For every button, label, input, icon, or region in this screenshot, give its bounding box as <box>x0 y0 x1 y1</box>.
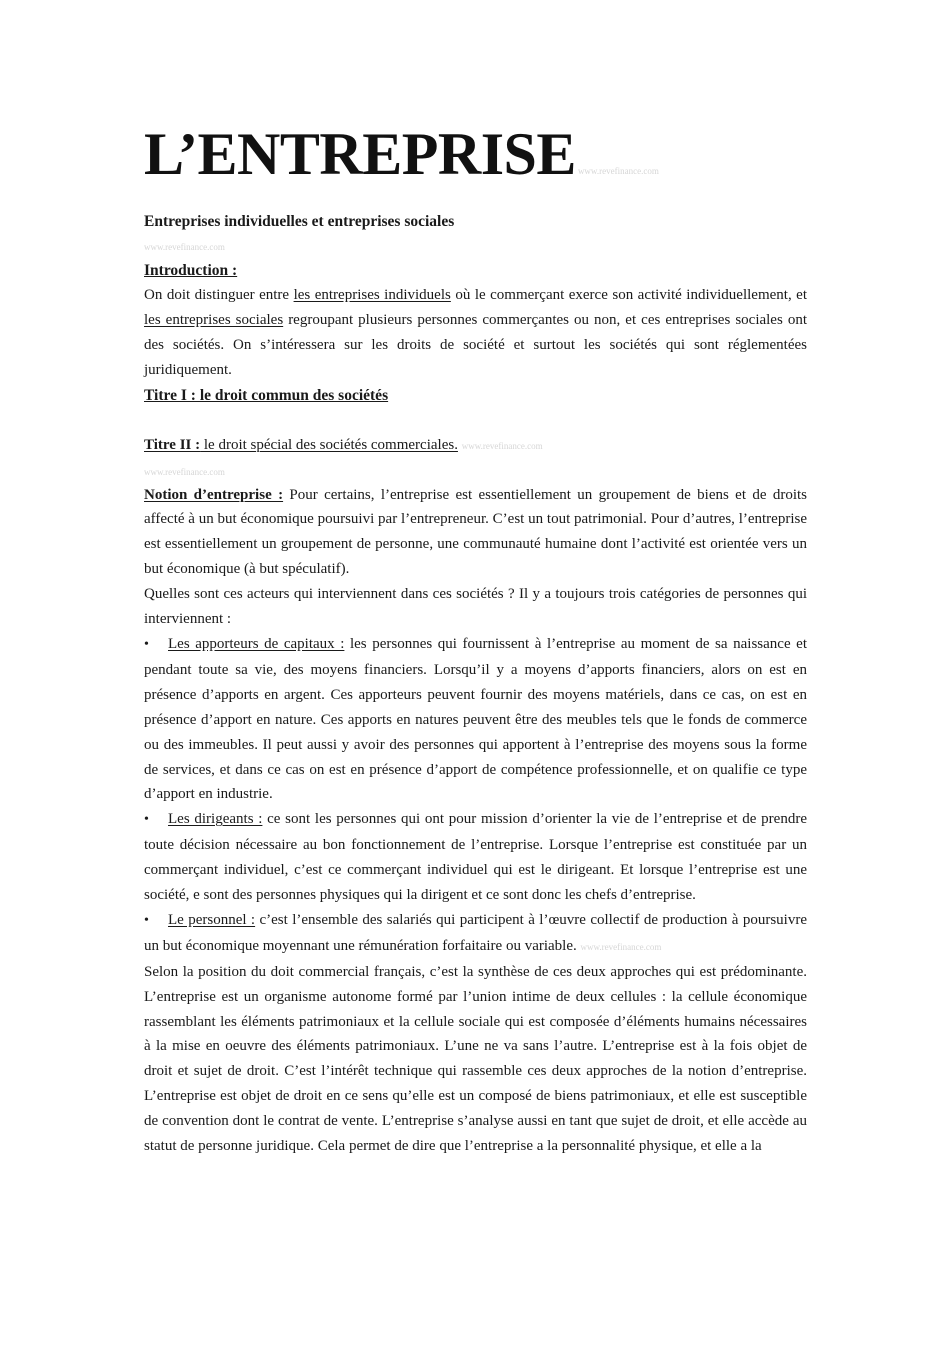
bullet-personnel <box>144 908 807 960</box>
bullet-label: Le personnel : <box>168 911 256 928</box>
bullet-icon: • <box>144 812 149 828</box>
watermark: www.revefinance.com <box>144 242 225 252</box>
document-subtitle: Entreprises individuelles et entreprises sociales <box>144 213 455 230</box>
titre1-heading: Titre I : le droit commun des sociétés <box>144 386 389 404</box>
bullet-text: ce sont les personnes qui ont pour mission d’orienter la vie de l’entreprise et de prendre toute décision nécessaire au bon fonctionnement de l’entreprise. Lorsque l’entreprise est constituée par un commerçant individuel, c’est ce commerçant individuel qui est le dirigeant. Et lorsque l’entreprise est une société, e sont des personnes physiques qui la dirigent et ce sont donc les chefs d’entreprise. <box>144 811 807 904</box>
intro-text: On doit distinguer entre <box>144 287 294 303</box>
watermark-line <box>144 459 807 483</box>
notion-label: Notion d’entreprise : <box>144 486 284 503</box>
titre2-label: Titre II : <box>144 436 201 453</box>
watermark: www.revefinance.com <box>580 941 662 952</box>
watermark: www.revefinance.com <box>144 466 225 477</box>
watermark-line <box>144 234 807 258</box>
notion-paragraph <box>144 483 807 583</box>
bullet-text: les personnes qui fournissent à l’entreprise au moment de sa naissance et pendant toute sa vie, des moyens financiers. Lorsqu’il y a moyens d’apports financiers, alors on est en présence d’apports en argent. Ces apporteurs peuvent fournir des moyens matériels, dans ce cas, on est en présence d’apport en nature. Ces apports en natures peuvent être des meubles tels que le fonds de commerce ou des immeubles. Il peut aussi y avoir des personnes qui apportent à l’entreprise des moyens sous la forme de services, et dans ce cas on est en présence d’apport de compétence professionnelle, et on qualifie ce type d’apport en industrie. <box>144 635 807 803</box>
bullet-dirigeants <box>144 807 807 908</box>
introduction-heading: Introduction : <box>144 262 238 279</box>
bullet-icon: • <box>144 912 149 928</box>
bullet-label: Les dirigeants : <box>168 811 263 828</box>
bullet-icon: • <box>144 636 149 652</box>
notion-text: Pour certains, l’entreprise est essentiellement un groupement de biens et de droits affecté à un but économique poursuivi par l’entrepreneur. C’est un tout patrimonial. Pour d’autres, l’entreprise est essentiellement un groupement de personne, une communauté humaine dont l’activité est orientée vers un but économique (à but spéculatif). <box>144 486 808 578</box>
document-title <box>144 118 807 207</box>
titre2-line <box>144 433 807 459</box>
watermark: www.revefinance.com <box>577 166 659 176</box>
bullet-text: c’est l’ensemble des salariés qui participent à l’œuvre collectif de production à poursuivre un but économique moyennant une rémunération forfaitaire ou variable. <box>144 911 807 954</box>
bullet-apporteurs <box>144 632 807 807</box>
intro-term-individuelles: les entreprises individuels <box>293 287 451 303</box>
introduction-paragraph <box>144 283 807 383</box>
intro-text: regroupant plusieurs personnes commerçantes ou non, et ces entreprises sociales ont des sociétés. On s’intéressera sur les droits de société et surtout les sociétés qui sont réglementées juridiquement. <box>144 311 807 378</box>
intro-term-sociales: les entreprises sociales <box>144 311 284 328</box>
conclusion-paragraph: Selon la position du doit commercial français, c’est la synthèse de ces deux approches qui est prédominante. L’entreprise est un organisme autonome formé par l’union intime de deux cellules : la cellule économique rassemblant les éléments patrimoniaux et la cellule sociale qui est composée d’éléments humains nécessaires à la mise en oeuvre des éléments patrimoniaux. L’une ne va sans l’autre. L’entreprise est à la fois objet de droit et sujet de droit. C’est l’intérêt technique qui rassemble ces deux approches de la notion d’entreprise. L’entreprise est objet de droit en ce sens qu’elle est un composé de biens patrimoniaux, et elle est susceptible de convention dont le contrat de vente. L’entreprise s’analyse aussi en tant que sujet de droit, et elle accède au statut de personne juridique. Cela permet de dire que l’entreprise a la personnalité physique, et elle a la <box>144 963 807 1155</box>
titre2-text: le droit spécial des sociétés commerciales. <box>200 436 458 453</box>
title-text: L’ENTREPRISE <box>144 121 576 187</box>
acteurs-intro: Quelles sont ces acteurs qui interviennent dans ces sociétés ? Il y a toujours trois catégories de personnes qui interviennent : <box>144 586 807 628</box>
bullet-label: Les apporteurs de capitaux : <box>168 635 345 652</box>
watermark: www.revefinance.com <box>461 440 543 451</box>
document-page <box>144 118 807 1159</box>
intro-text: où le commerçant exerce son activité individuellement, et <box>450 287 808 303</box>
spacer <box>144 408 807 433</box>
